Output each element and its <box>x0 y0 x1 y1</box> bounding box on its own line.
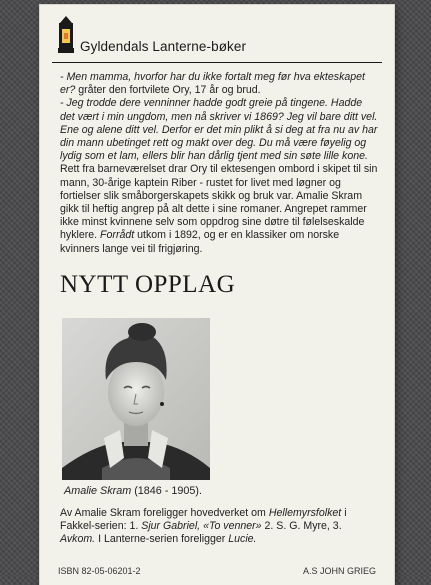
series-header <box>52 15 382 59</box>
isbn-number: ISBN 82-05-06201-2 <box>58 566 141 576</box>
blurb-paragraph-2: - Jeg trodde dere venninner hadde godt greie på tingene. Hadde det vært i min ungdom, men nå skriver vi 1869? Jeg vil bare ditt vel. Ene og alene ditt vel. Derfor er det min plikt å si deg at fra nu av har din mann ubetinget rett og makt over deg. Du må være føyelig og lydig som et lam, ellers blir han dårlig tjent med sin søte lille kone. <box>60 97 378 163</box>
book-back-cover <box>40 5 394 585</box>
header-divider <box>52 62 382 63</box>
author-portrait <box>62 318 210 480</box>
other-works-text: Av Amalie Skram foreligger hovedverket om Hellemyrsfolket i Fakkel-serien: 1. Sjur Gabriel, «To venner» 2. S. G. Myre, 3. Avkom. I Lanterne-serien foreligger Lucie. <box>60 507 347 546</box>
blurb-paragraph-3: Rett fra barneværelset drar Ory til ektesengen ombord i skipet til sin mann, 30-årige kaptein Riber - rustet for livet med løgner og fortielser slik småborgerskapets skikk og bruk var. Amalie Skram gikk til heftig angrep på alt dette i sine romaner. Angrepet rammer ikke minst kvinnene selv som oppdrog sine døtre til følelseskalde hyklere. Forrådt utkom i 1892, og er en klassiker om norske kvinners lange vei til frigjøring. <box>60 163 378 255</box>
publisher-name: A.S JOHN GRIEG <box>302 566 376 576</box>
lantern-icon <box>56 15 76 55</box>
portrait-caption: Amalie Skram (1846 - 1905). <box>64 485 203 497</box>
section-title: NYTT OPPLAG <box>60 271 236 298</box>
blurb-text <box>60 71 378 256</box>
portrait-image <box>62 318 210 480</box>
blurb-paragraph-1: - Men mamma, hvorfor har du ikke fortalt meg før hva ekteskapet er? gråter den fortvilete Ory, 17 år og brud. <box>60 71 365 97</box>
series-title: Gyldendals Lanterne-bøker <box>80 39 247 54</box>
